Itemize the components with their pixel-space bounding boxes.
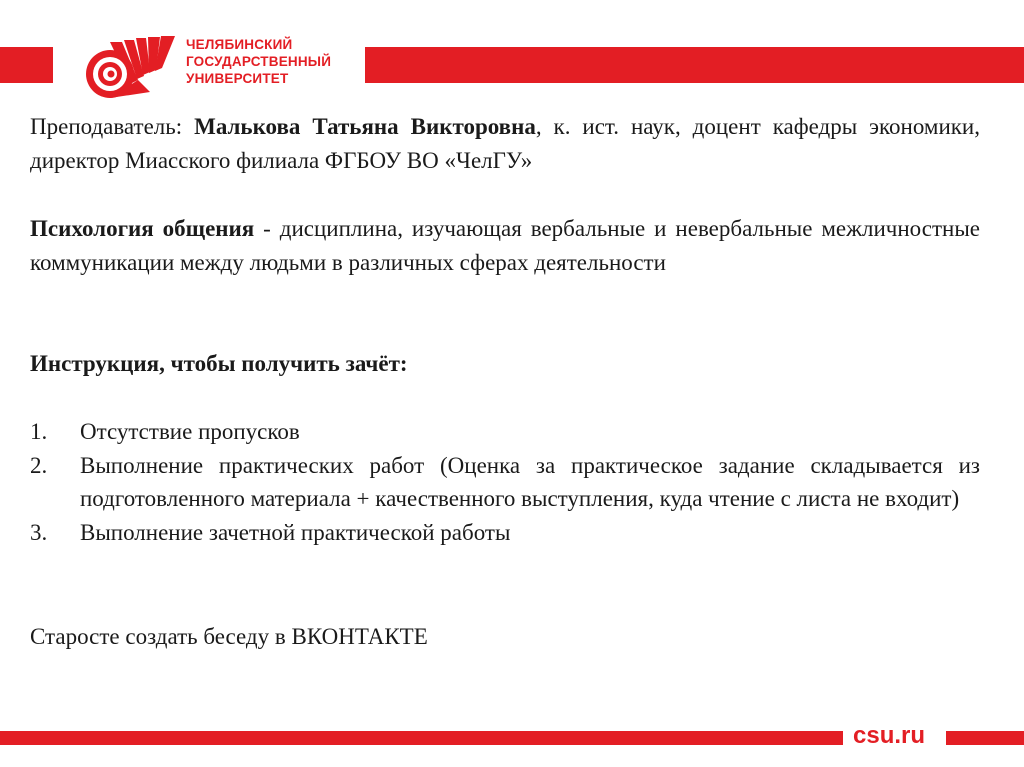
- list-number: 3.: [30, 519, 48, 545]
- list-text: Отсутствие пропусков: [80, 419, 300, 444]
- list-text: Выполнение зачетной практической работы: [80, 519, 511, 545]
- teacher-paragraph: [30, 110, 980, 177]
- header-bar-left: [0, 47, 53, 83]
- logo-line-2: ГОСУДАРСТВЕННЫЙ: [186, 54, 332, 69]
- instructions-list: [30, 415, 980, 549]
- list-item: [30, 516, 980, 550]
- logo-line-1: ЧЕЛЯБИНСКИЙ: [186, 37, 293, 52]
- logo-line-3: УНИВЕРСИТЕТ: [186, 71, 289, 86]
- definition-text: - дисциплина, изучающая вербальные и невербальные межличностные коммуникации между людьми в различных сферах деятельности: [30, 216, 980, 275]
- instructions-heading: [30, 347, 980, 381]
- instructions-heading-text: Инструкция, чтобы получить зачёт:: [30, 351, 408, 376]
- definition-term: Психология общения: [30, 216, 255, 241]
- teacher-label: Преподаватель:: [30, 114, 195, 139]
- definition-paragraph: [30, 212, 980, 279]
- university-logo-icon: [80, 32, 178, 100]
- footer-bar-left: [0, 731, 843, 745]
- header-bar-right: [365, 47, 1024, 83]
- note-paragraph: Старосте создать беседу в ВКОНТАКТЕ: [30, 624, 428, 649]
- list-item: [30, 415, 980, 449]
- footer-url: csu.ru: [853, 722, 926, 749]
- teacher-name: Малькова Татьяна Викторовна: [194, 114, 536, 139]
- footer-bar-right: [946, 731, 1024, 745]
- list-text: Выполнение практических работ (Оценка за практическое задание складывается из подготовленного материала + качественного выступления, куда чтение с листа не входит): [80, 452, 980, 511]
- list-item: [30, 449, 980, 516]
- list-number: 2.: [30, 452, 48, 478]
- teacher-details: , к. ист. наук, доцент кафедры экономики, директор Миасского филиала ФГБОУ ВО «ЧелГУ»: [30, 114, 980, 173]
- list-number: 1.: [30, 419, 48, 444]
- university-logo-text: [186, 36, 331, 87]
